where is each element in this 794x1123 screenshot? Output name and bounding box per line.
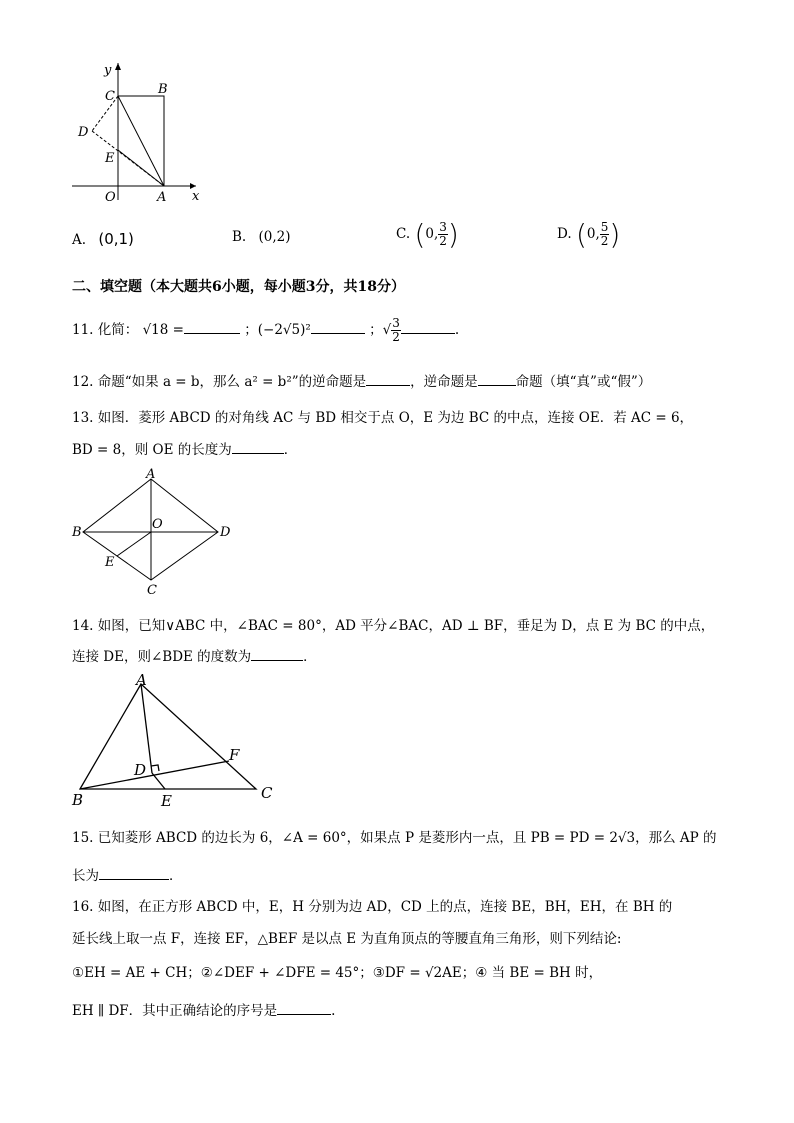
fig1-label-b: B	[158, 82, 168, 97]
question-13-line1: 13. 如图．菱形 ABCD 的对角线 AC 与 BD 相交于点 O，E 为边 BC 的中点，连接 OE．若 AC = 6，	[72, 410, 694, 426]
fig2-label-o: O	[152, 517, 163, 532]
question-11: 11. 化简： √18 = ；(−2√5)² ；√ $\frac{3}{2}$ .	[72, 316, 460, 344]
option-d: D. (0, $\frac{5}{2}$ )	[557, 218, 621, 251]
fig1-label-c: C	[105, 89, 115, 104]
option-a: A. (0,1)	[72, 230, 134, 248]
question-13-line2: BD = 8，则 OE 的长度为 ．	[72, 442, 298, 458]
fig2-label-d: D	[220, 525, 231, 540]
question-14-line2: 连接 DE，则∠BDE 的度数为 ．	[72, 649, 317, 665]
section-title: 二、填空题（本大题共6小题，每小题3分，共18分）	[72, 279, 405, 295]
question-15-line2: 长为 ．	[72, 868, 183, 884]
fig2-label-e: E	[105, 555, 115, 570]
fig2-label-a: A	[146, 467, 156, 482]
question-15-line1: 15. 已知菱形 ABCD 的边长为 6，∠A = 60°，如果点 P 是菱形内一点，且 PB = PD = 2√3，那么 AP 的	[72, 830, 717, 846]
question-16-line1: 16. 如图，在正方形 ABCD 中，E，H 分别为边 AD，CD 上的点，连接 BE，BH，EH，在 BH 的	[72, 899, 673, 915]
fig3-label-a: A	[136, 671, 147, 689]
figure-coordinate-diagram	[60, 55, 210, 210]
fig2-label-c: C	[147, 583, 157, 596]
figure-rhombus	[66, 466, 236, 596]
question-14-line1: 14. 如图，已知∨ABC 中，∠BAC = 80°，AD 平分∠BAC，AD ⊥ BF，垂足为 D，点 E 为 BC 的中点，	[72, 618, 715, 634]
fig1-label-o: O	[105, 190, 116, 205]
fig2-label-b: B	[72, 525, 82, 540]
fig3-label-e: E	[161, 792, 172, 810]
question-12: 12. 命题“如果 a = b，那么 a² = b²”的逆命题是 ，逆命题是 命题（填“真”或“假”）	[72, 374, 652, 390]
fig3-label-b: B	[72, 791, 84, 809]
fig3-label-d: D	[134, 761, 147, 779]
fig1-label-e: E	[105, 151, 115, 166]
question-16-line4: EH ∥ DF．其中正确结论的序号是 .	[72, 1003, 336, 1019]
fig1-label-x: x	[192, 189, 200, 204]
question-16-line3: ①EH = AE + CH；②∠DEF + ∠DFE = 45°；③DF = √2AE；④ 当 BE = BH 时，	[72, 965, 603, 981]
figure-triangle	[66, 668, 286, 813]
option-c: C. (0, $\frac{3}{2}$ )	[396, 218, 459, 251]
fig1-label-y: y	[104, 63, 112, 78]
fig1-label-a: A	[157, 190, 167, 205]
option-b: B. (0,2)	[232, 229, 291, 245]
fig3-label-f: F	[229, 746, 240, 764]
fig1-label-d: D	[78, 125, 89, 140]
question-16-line2: 延长线上取一点 F，连接 EF，△BEF 是以点 E 为直角顶点的等腰直角三角形，则下列结论:	[72, 931, 622, 947]
fig3-label-c: C	[261, 784, 273, 802]
